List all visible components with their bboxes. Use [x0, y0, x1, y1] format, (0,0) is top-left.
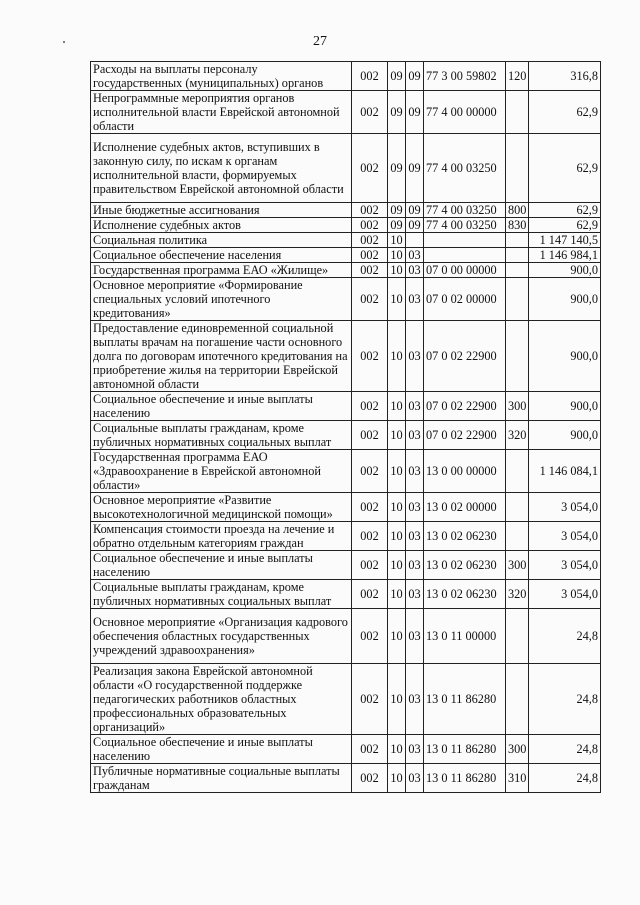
cell-amount: 24,8 [529, 609, 601, 664]
page-number: 27 [313, 34, 327, 49]
cell-expense-type: 320 [506, 421, 529, 450]
row-name: Социальное обеспечение и иные выплаты населению [91, 735, 352, 764]
table-row [91, 450, 601, 493]
cell-code: 002 [352, 62, 388, 91]
cell-expense-type [506, 664, 529, 735]
cell-subsection: 09 [406, 91, 424, 134]
cell-target-article: 13 0 11 86280 [424, 735, 506, 764]
row-name: Социальные выплаты гражданам, кроме публичных нормативных социальных выплат [91, 580, 352, 609]
cell-subsection: 09 [406, 62, 424, 91]
cell-code: 002 [352, 493, 388, 522]
row-name: Непрограммные мероприятия органов исполнительной власти Еврейской автономной области [91, 91, 352, 134]
cell-amount: 900,0 [529, 392, 601, 421]
cell-subsection: 03 [406, 278, 424, 321]
cell-code: 002 [352, 580, 388, 609]
cell-section: 10 [388, 233, 406, 248]
cell-amount: 62,9 [529, 203, 601, 218]
row-name: Основное мероприятие «Формирование специальных условий ипотечного кредитования» [91, 278, 352, 321]
cell-subsection: 03 [406, 263, 424, 278]
cell-expense-type: 310 [506, 764, 529, 793]
cell-expense-type [506, 522, 529, 551]
cell-section: 10 [388, 764, 406, 793]
cell-target-article: 07 0 02 22900 [424, 421, 506, 450]
cell-subsection: 03 [406, 580, 424, 609]
cell-expense-type [506, 321, 529, 392]
row-name: Предоставление единовременной социальной выплаты врачам на погашение части основного долга по договорам ипотечного кредитования на приобретение жилья на территории Еврейской автономной области [91, 321, 352, 392]
cell-subsection: 03 [406, 392, 424, 421]
cell-code: 002 [352, 609, 388, 664]
cell-target-article [424, 233, 506, 248]
cell-expense-type: 300 [506, 551, 529, 580]
scan-mark [63, 41, 65, 43]
cell-expense-type: 800 [506, 203, 529, 218]
cell-section: 09 [388, 203, 406, 218]
cell-code: 002 [352, 735, 388, 764]
cell-expense-type: 120 [506, 62, 529, 91]
cell-target-article: 07 0 02 00000 [424, 278, 506, 321]
cell-target-article: 13 0 00 00000 [424, 450, 506, 493]
cell-target-article: 77 3 00 59802 [424, 62, 506, 91]
cell-target-article: 77 4 00 03250 [424, 203, 506, 218]
row-name: Социальное обеспечение и иные выплаты населению [91, 551, 352, 580]
table-row [91, 278, 601, 321]
cell-section: 09 [388, 91, 406, 134]
cell-expense-type [506, 91, 529, 134]
cell-amount: 62,9 [529, 134, 601, 203]
cell-code: 002 [352, 764, 388, 793]
table-row [91, 134, 601, 203]
table-row [91, 580, 601, 609]
cell-subsection: 03 [406, 764, 424, 793]
table-row [91, 609, 601, 664]
cell-amount: 900,0 [529, 263, 601, 278]
cell-amount: 3 054,0 [529, 493, 601, 522]
cell-code: 002 [352, 203, 388, 218]
cell-amount: 316,8 [529, 62, 601, 91]
cell-expense-type [506, 493, 529, 522]
row-name: Социальная политика [91, 233, 352, 248]
cell-target-article: 13 0 11 00000 [424, 609, 506, 664]
cell-target-article: 13 0 02 00000 [424, 493, 506, 522]
cell-target-article: 13 0 02 06230 [424, 580, 506, 609]
row-name: Основное мероприятие «Развитие высокотехнологичной медицинской помощи» [91, 493, 352, 522]
cell-section: 10 [388, 522, 406, 551]
cell-code: 002 [352, 218, 388, 233]
cell-target-article: 13 0 02 06230 [424, 551, 506, 580]
cell-target-article: 77 4 00 03250 [424, 134, 506, 203]
cell-expense-type [506, 233, 529, 248]
table-row [91, 248, 601, 263]
table-row [91, 263, 601, 278]
cell-section: 10 [388, 580, 406, 609]
row-name: Реализация закона Еврейской автономной области «О государственной поддержке педагогических работников областных профессиональных образовательных организаций» [91, 664, 352, 735]
row-name: Расходы на выплаты персоналу государственных (муниципальных) органов [91, 62, 352, 91]
cell-code: 002 [352, 664, 388, 735]
cell-code: 002 [352, 91, 388, 134]
cell-amount: 900,0 [529, 278, 601, 321]
cell-target-article: 77 4 00 00000 [424, 91, 506, 134]
cell-subsection: 03 [406, 321, 424, 392]
cell-subsection: 03 [406, 248, 424, 263]
cell-expense-type [506, 450, 529, 493]
cell-amount: 900,0 [529, 421, 601, 450]
cell-subsection [406, 233, 424, 248]
cell-section: 10 [388, 278, 406, 321]
cell-subsection: 09 [406, 218, 424, 233]
row-name: Социальные выплаты гражданам, кроме публичных нормативных социальных выплат [91, 421, 352, 450]
cell-section: 10 [388, 609, 406, 664]
table-row [91, 735, 601, 764]
cell-section: 10 [388, 735, 406, 764]
cell-section: 10 [388, 321, 406, 392]
cell-expense-type [506, 278, 529, 321]
table-row [91, 551, 601, 580]
table-row [91, 321, 601, 392]
cell-amount: 24,8 [529, 764, 601, 793]
cell-section: 09 [388, 62, 406, 91]
cell-section: 10 [388, 493, 406, 522]
cell-subsection: 03 [406, 664, 424, 735]
cell-subsection: 03 [406, 421, 424, 450]
cell-subsection: 03 [406, 493, 424, 522]
row-name: Публичные нормативные социальные выплаты гражданам [91, 764, 352, 793]
cell-code: 002 [352, 392, 388, 421]
table-row [91, 664, 601, 735]
cell-code: 002 [352, 233, 388, 248]
cell-section: 10 [388, 664, 406, 735]
cell-amount: 62,9 [529, 91, 601, 134]
table-row [91, 233, 601, 248]
cell-code: 002 [352, 551, 388, 580]
cell-amount: 24,8 [529, 735, 601, 764]
cell-section: 09 [388, 218, 406, 233]
table-row [91, 764, 601, 793]
cell-expense-type: 830 [506, 218, 529, 233]
cell-section: 09 [388, 134, 406, 203]
table-body [91, 62, 601, 793]
row-name: Компенсация стоимости проезда на лечение и обратно отдельным категориям граждан [91, 522, 352, 551]
cell-expense-type: 320 [506, 580, 529, 609]
cell-amount: 62,9 [529, 218, 601, 233]
cell-amount: 1 146 984,1 [529, 248, 601, 263]
cell-expense-type: 300 [506, 392, 529, 421]
budget-table [90, 61, 601, 793]
cell-expense-type [506, 248, 529, 263]
cell-target-article: 13 0 02 06230 [424, 522, 506, 551]
cell-amount: 3 054,0 [529, 522, 601, 551]
cell-section: 10 [388, 392, 406, 421]
cell-section: 10 [388, 248, 406, 263]
cell-subsection: 09 [406, 134, 424, 203]
row-name: Иные бюджетные ассигнования [91, 203, 352, 218]
table-row [91, 392, 601, 421]
cell-section: 10 [388, 421, 406, 450]
cell-code: 002 [352, 278, 388, 321]
table-row [91, 203, 601, 218]
cell-code: 002 [352, 263, 388, 278]
cell-amount: 3 054,0 [529, 580, 601, 609]
cell-section: 10 [388, 450, 406, 493]
cell-target-article: 77 4 00 03250 [424, 218, 506, 233]
table-row [91, 91, 601, 134]
cell-code: 002 [352, 522, 388, 551]
cell-amount: 900,0 [529, 321, 601, 392]
table-row [91, 218, 601, 233]
row-name: Основное мероприятие «Организация кадрового обеспечения областных государственных учреждений здравоохранения» [91, 609, 352, 664]
cell-target-article: 07 0 02 22900 [424, 321, 506, 392]
row-name: Социальное обеспечение населения [91, 248, 352, 263]
cell-expense-type: 300 [506, 735, 529, 764]
cell-code: 002 [352, 248, 388, 263]
cell-subsection: 03 [406, 522, 424, 551]
cell-subsection: 09 [406, 203, 424, 218]
cell-code: 002 [352, 321, 388, 392]
cell-amount: 3 054,0 [529, 551, 601, 580]
cell-code: 002 [352, 134, 388, 203]
cell-subsection: 03 [406, 735, 424, 764]
row-name: Государственная программа ЕАО «Здравоохранение в Еврейской автономной области» [91, 450, 352, 493]
cell-amount: 24,8 [529, 664, 601, 735]
row-name: Исполнение судебных актов, вступивших в законную силу, по искам к органам исполнительной власти, формируемых правительством Еврейской автономной области [91, 134, 352, 203]
table-row [91, 421, 601, 450]
row-name: Исполнение судебных актов [91, 218, 352, 233]
table-row [91, 62, 601, 91]
cell-expense-type [506, 609, 529, 664]
cell-expense-type [506, 134, 529, 203]
row-name: Социальное обеспечение и иные выплаты населению [91, 392, 352, 421]
cell-subsection: 03 [406, 551, 424, 580]
cell-amount: 1 146 084,1 [529, 450, 601, 493]
cell-section: 10 [388, 263, 406, 278]
cell-expense-type [506, 263, 529, 278]
cell-target-article [424, 248, 506, 263]
cell-target-article: 07 0 00 00000 [424, 263, 506, 278]
table-row [91, 522, 601, 551]
cell-subsection: 03 [406, 450, 424, 493]
cell-amount: 1 147 140,5 [529, 233, 601, 248]
table-row [91, 493, 601, 522]
cell-subsection: 03 [406, 609, 424, 664]
cell-target-article: 13 0 11 86280 [424, 664, 506, 735]
cell-code: 002 [352, 450, 388, 493]
cell-target-article: 13 0 11 86280 [424, 764, 506, 793]
cell-code: 002 [352, 421, 388, 450]
cell-target-article: 07 0 02 22900 [424, 392, 506, 421]
cell-section: 10 [388, 551, 406, 580]
row-name: Государственная программа ЕАО «Жилище» [91, 263, 352, 278]
